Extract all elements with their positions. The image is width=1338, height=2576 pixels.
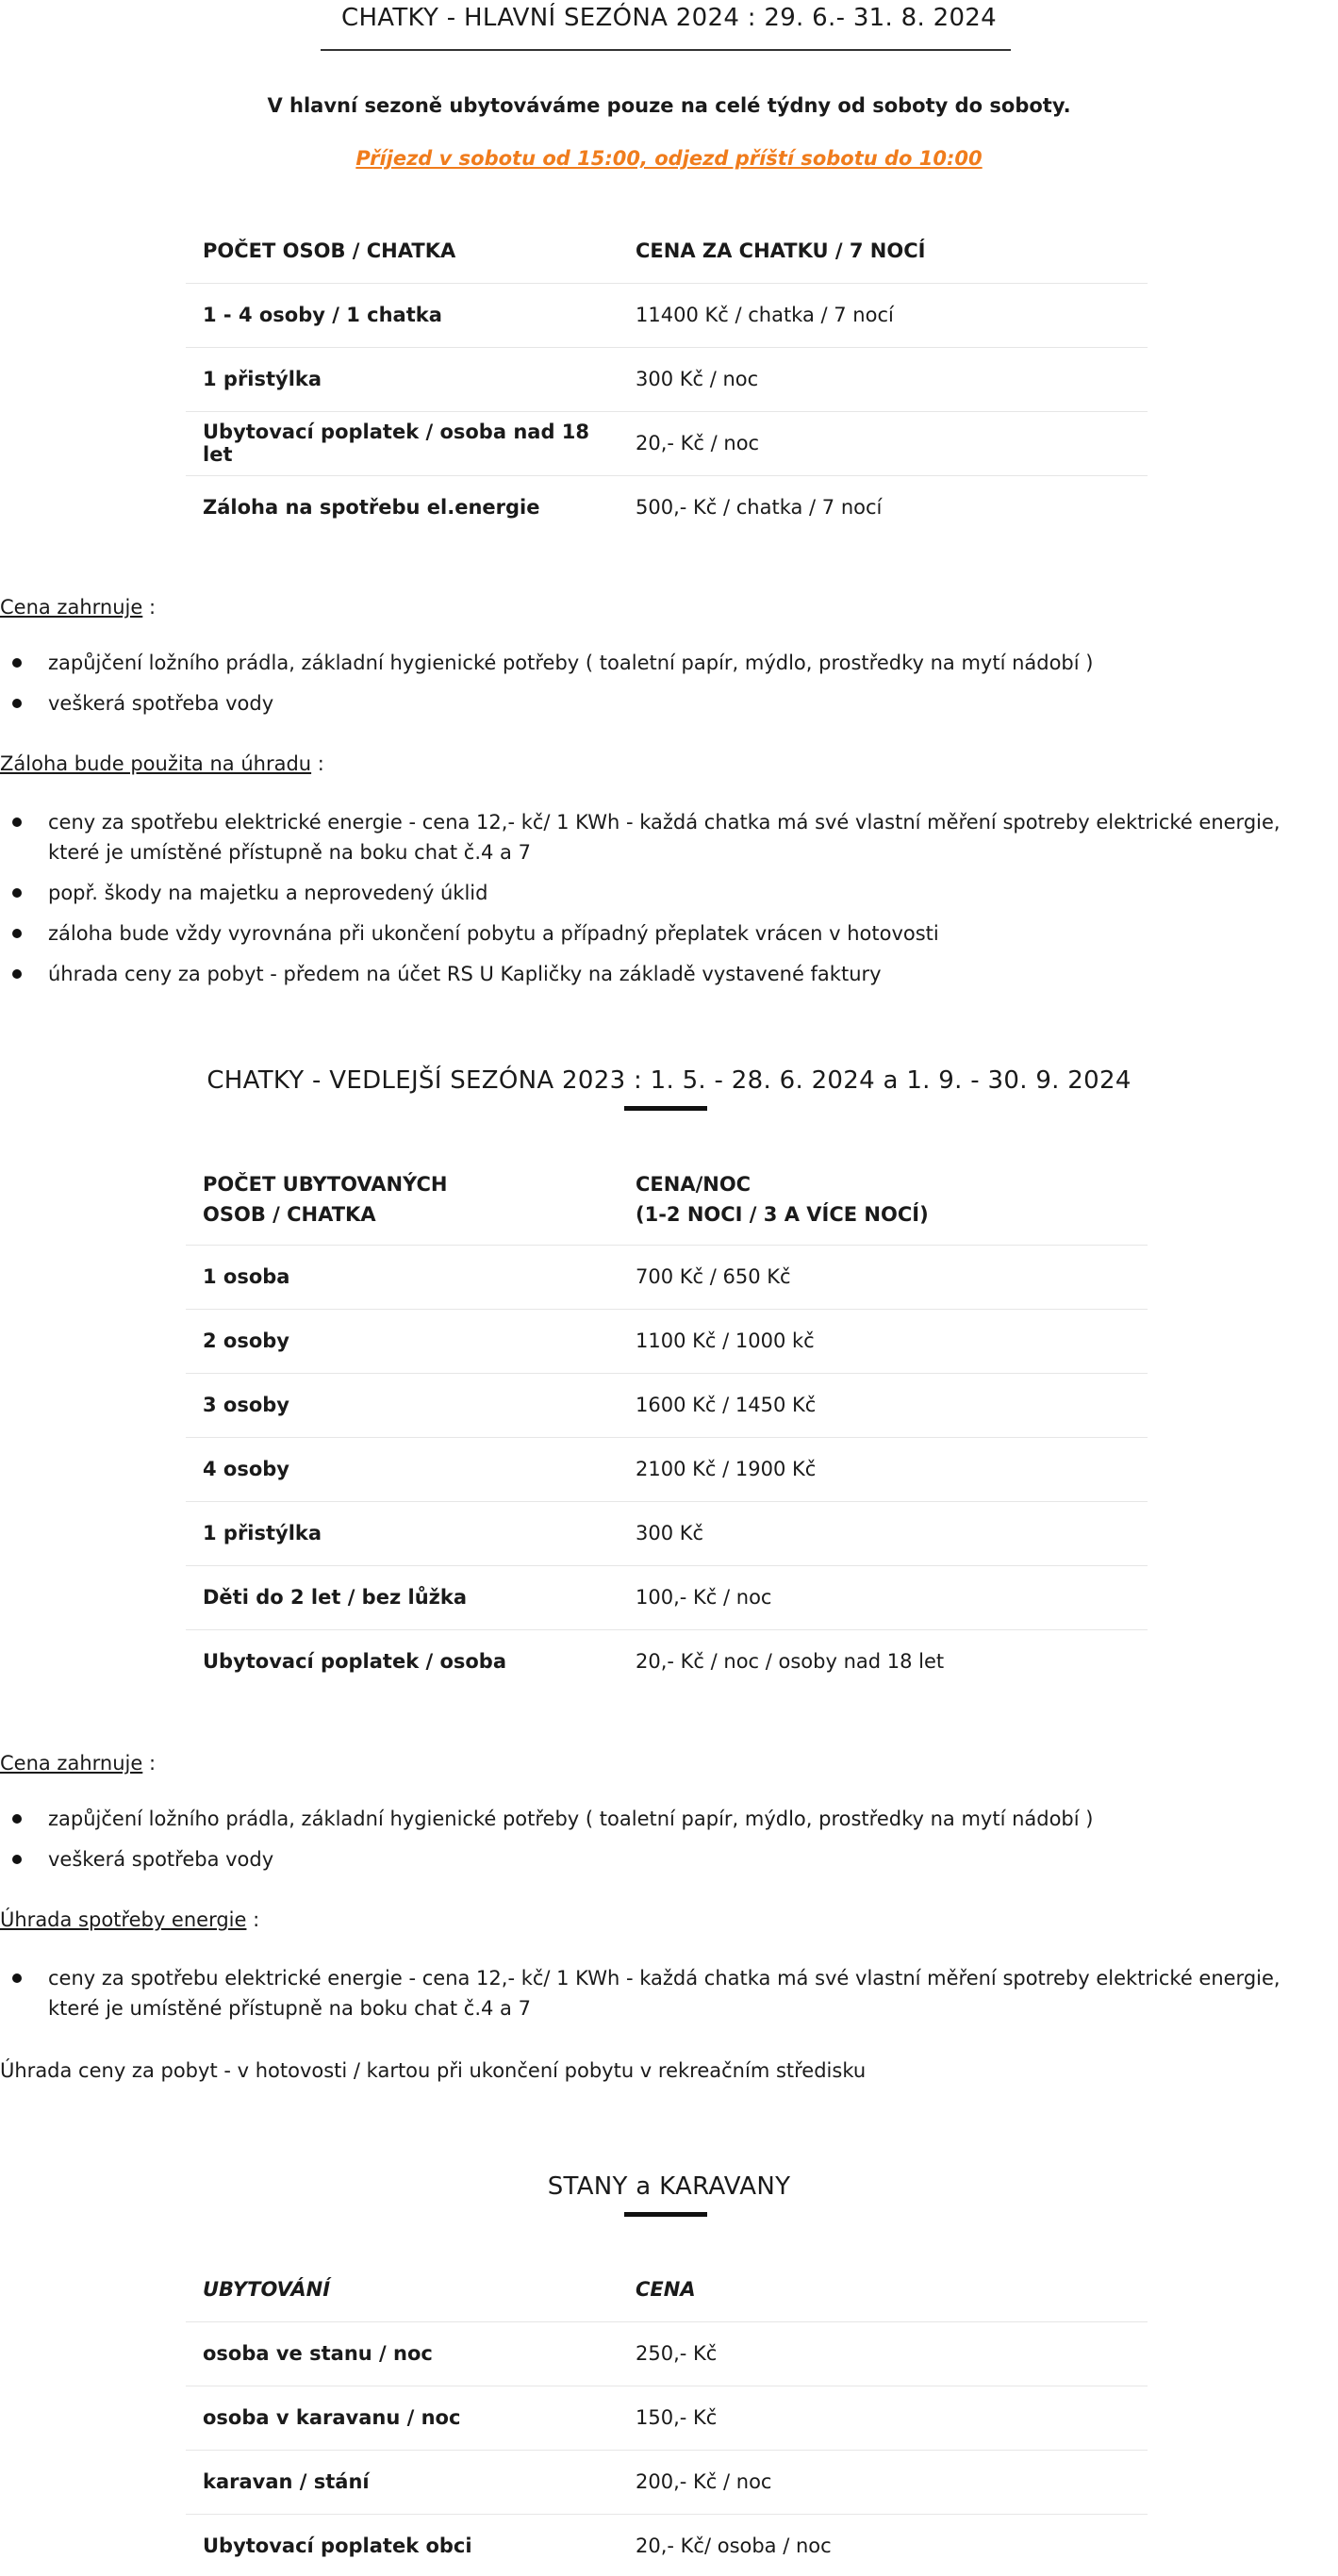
table-row (186, 411, 1148, 475)
list-item: zapůjčení ložního prádla, základní hygienické potřeby ( toaletní papír, mýdlo, prostředky na mytí nádobí ) (0, 1804, 1338, 1834)
includes-list (0, 1804, 1338, 1885)
header-line: POČET UBYTOVANÝCH (203, 1172, 448, 1196)
label-colon: : (142, 1752, 157, 1775)
row-price: 300 Kč / noc (619, 347, 1148, 411)
list-item: ceny za spotřebu elektrické energie - cena 12,- kč/ 1 KWh - každá chatka má své vlastní měření spotreby elektrické energie, které je umístěné přístupně na boku chat č.4 a 7 (0, 807, 1338, 867)
table-row (186, 1629, 1148, 1693)
row-price: 500,- Kč / chatka / 7 nocí (636, 496, 883, 520)
title-divider (321, 49, 1011, 51)
includes-heading (0, 1752, 156, 1775)
main-season-intro: V hlavní sezoně ubytováváme pouze na celé týdny od soboty do soboty. (267, 94, 1071, 117)
row-label: Ubytovací poplatek obci (203, 2535, 472, 2558)
list-item: veškerá spotřeba vody (0, 1844, 1338, 1874)
row-label: 4 osoby (186, 1437, 619, 1501)
table-header-row (186, 1154, 1148, 1245)
row-price: 200,- Kč / noc (619, 2450, 1148, 2514)
row-price: 300 Kč (619, 1501, 1148, 1565)
row-label: Ubytovací poplatek / osoba (203, 1650, 507, 1674)
table-row (186, 283, 1148, 347)
row-label: karavan / stání (186, 2450, 619, 2514)
camping-title: STANY a KARAVANY (547, 2172, 791, 2201)
main-season-title: CHATKY - HLAVNÍ SEZÓNA 2024 : 29. 6.- 31. 8. 2024 (341, 4, 997, 32)
row-label: Záloha na spotřebu el.energie (203, 496, 540, 520)
row-label: Ubytovací poplatek / osoba nad 18 let (186, 411, 619, 475)
table-row (186, 347, 1148, 411)
list-item: zapůjčení ložního prádla, základní hygienické potřeby ( toaletní papír, mýdlo, prostředky na mytí nádobí ) (0, 648, 1338, 678)
row-price: 11400 Kč / chatka / 7 nocí (619, 283, 1148, 347)
deposit-list (0, 807, 1338, 999)
row-price: 150,- Kč (619, 2386, 1148, 2450)
includes-label: Cena zahrnuje (0, 596, 143, 619)
row-label: Děti do 2 let / bez lůžka (186, 1565, 619, 1629)
table-row (186, 2321, 1148, 2386)
table-header-row (186, 2257, 1148, 2321)
header-line: CENA/NOC (636, 1172, 752, 1196)
title-divider (624, 1106, 707, 1111)
table-row (186, 1501, 1148, 1565)
energy-heading (0, 1908, 259, 1931)
main-season-price-table (186, 219, 1148, 539)
energy-list (0, 1963, 1338, 2034)
row-label: 1 osoba (186, 1245, 619, 1309)
off-season-price-table (186, 1154, 1148, 1693)
table-header-row (186, 219, 1148, 283)
row-price: 1100 Kč / 1000 kč (619, 1309, 1148, 1373)
row-label: 1 přistýlka (186, 347, 619, 411)
off-season-title: CHATKY - VEDLEJŠÍ SEZÓNA 2023 : 1. 5. - 28. 6. 2024 a 1. 9. - 30. 9. 2024 (206, 1066, 1132, 1095)
table-header-cell (186, 1154, 619, 1245)
deposit-label: Záloha bude použita na úhradu (0, 752, 312, 775)
payment-note: Úhrada ceny za pobyt - v hotovosti / kartou při ukončení pobytu v rekreačním středisku (0, 2059, 867, 2082)
energy-label: Úhrada spotřeby energie (0, 1908, 247, 1931)
list-item: ceny za spotřebu elektrické energie - cena 12,- kč/ 1 KWh - každá chatka má své vlastní měření spotreby elektrické energie, které je umístěné přístupně na boku chat č.4 a 7 (0, 1963, 1338, 2023)
table-row (186, 1437, 1148, 1501)
row-label: 1 přistýlka (186, 1501, 619, 1565)
arrival-note: Příjezd v sobotu od 15:00, odjezd příští sobotu do 10:00 (355, 147, 983, 170)
table-row (186, 2450, 1148, 2514)
label-colon: : (311, 752, 324, 775)
camping-price-table (186, 2257, 1148, 2576)
label-colon: : (246, 1908, 260, 1931)
row-label: osoba ve stanu / noc (186, 2321, 619, 2386)
table-header-cell: CENA ZA CHATKU / 7 NOCÍ (619, 219, 1148, 283)
table-row (186, 475, 1148, 539)
row-price: 1600 Kč / 1450 Kč (619, 1373, 1148, 1437)
table-row (186, 1373, 1148, 1437)
row-label: 3 osoby (186, 1373, 619, 1437)
table-header-cell: CENA (619, 2257, 1148, 2321)
row-price: 20,- Kč / noc / osoby nad 18 let (636, 1650, 945, 1674)
row-label: 2 osoby (186, 1309, 619, 1373)
includes-heading (0, 596, 156, 619)
table-row (186, 1245, 1148, 1309)
table-header-cell: POČET OSOB / CHATKA (186, 219, 619, 283)
row-price: 700 Kč / 650 Kč (619, 1245, 1148, 1309)
table-row (186, 2514, 1148, 2576)
header-line: (1-2 NOCI / 3 A VÍCE NOCÍ) (636, 1202, 929, 1226)
table-row (186, 1565, 1148, 1629)
header-line: OSOB / CHATKA (203, 1202, 376, 1226)
row-label: osoba v karavanu / noc (186, 2386, 619, 2450)
table-header-cell: UBYTOVÁNÍ (186, 2257, 619, 2321)
row-label: 1 - 4 osoby / 1 chatka (186, 283, 619, 347)
table-row (186, 1309, 1148, 1373)
label-colon: : (142, 596, 157, 619)
table-row (186, 2386, 1148, 2450)
includes-list (0, 648, 1338, 729)
title-divider (624, 2212, 707, 2217)
row-price: 20,- Kč/ osoba / noc (636, 2535, 832, 2558)
deposit-heading (0, 752, 324, 775)
list-item: veškerá spotřeba vody (0, 688, 1338, 718)
row-price: 250,- Kč (619, 2321, 1148, 2386)
list-item: popř. škody na majetku a neprovedený úklid (0, 878, 1338, 908)
list-item: úhrada ceny za pobyt - předem na účet RS U Kapličky na základě vystavené faktury (0, 959, 1338, 989)
list-item: záloha bude vždy vyrovnána při ukončení pobytu a případný přeplatek vrácen v hotovosti (0, 918, 1338, 949)
row-price: 20,- Kč / noc (619, 411, 1148, 475)
table-header-cell (619, 1154, 1148, 1245)
row-price: 2100 Kč / 1900 Kč (619, 1437, 1148, 1501)
row-price: 100,- Kč / noc (619, 1565, 1148, 1629)
includes-label: Cena zahrnuje (0, 1752, 143, 1775)
